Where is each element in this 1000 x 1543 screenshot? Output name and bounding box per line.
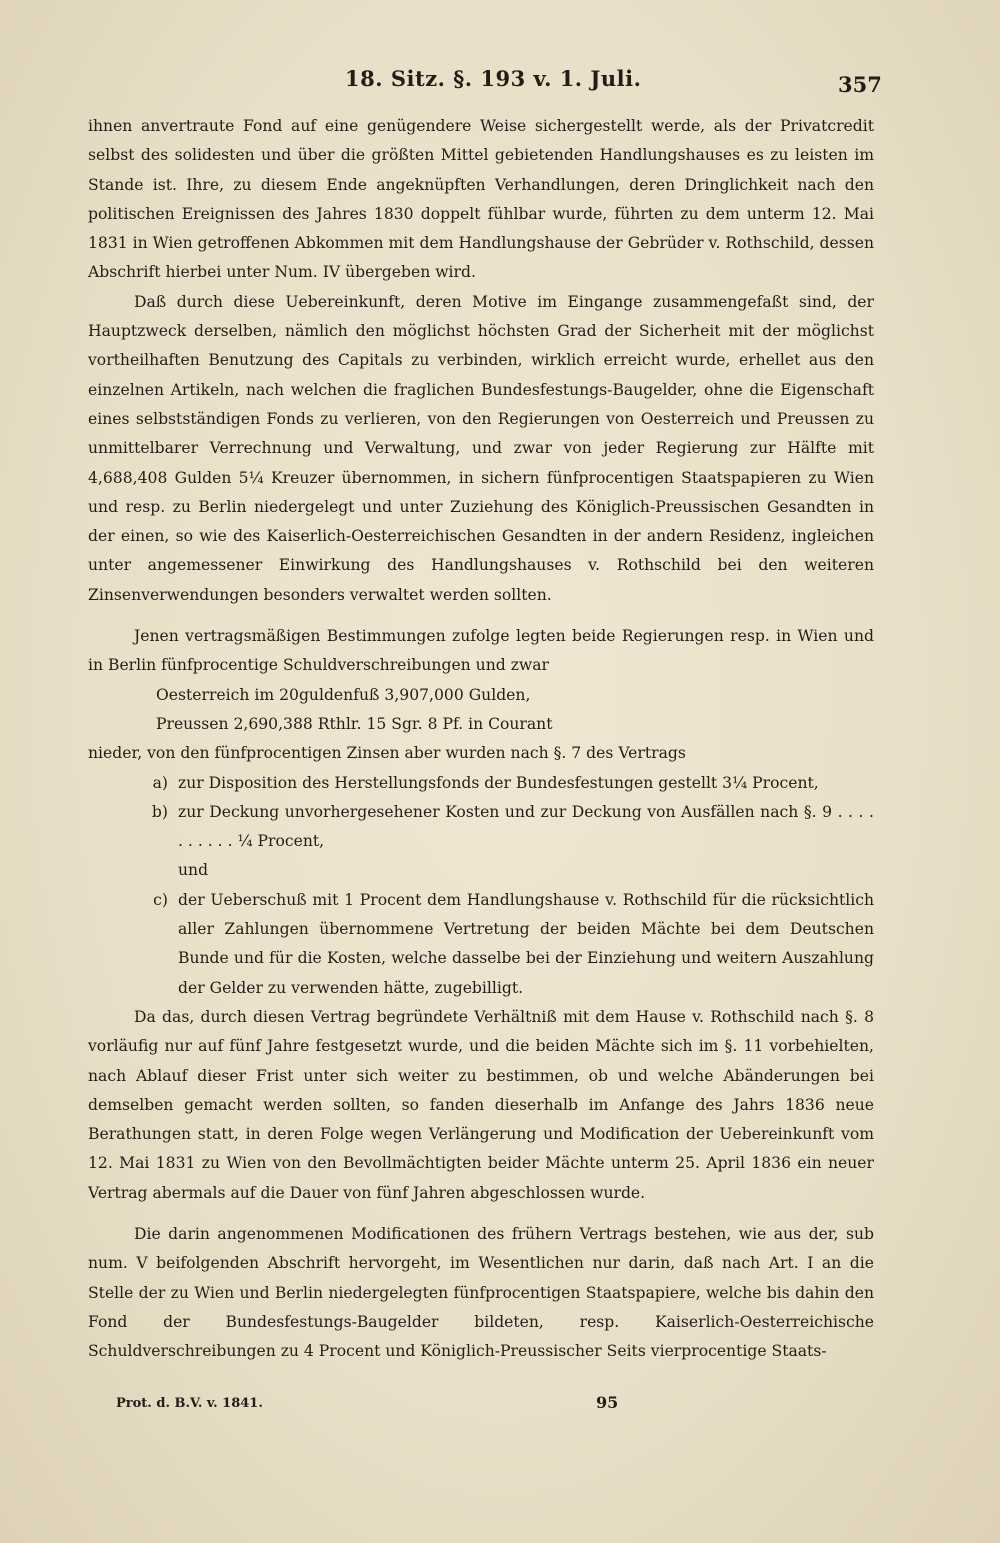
paragraph-5: Da das, durch diesen Vertrag begründete Verhältniß mit dem Hause v. Rothschild nach §. 8 vorläufig nur auf fünf Jahre festgesetzt wurde, und die beiden Mächte sich im §. 11 vorbehielten, nach Ablauf dieser Frist unter sich weiter zu bestimmen, ob und welche Abänderungen bei demselben gemacht werden sollten, so fanden dieserhalb im Anfange des Jahrs 1836 neue Berathungen statt, in deren Folge wegen Verlängerung und Modification der Uebereinkunft vom 12. Mai 1831 zu Wien von den Bevollmächtigten beider Mächte unterm 25. April 1836 ein neuer Vertrag abermals auf die Dauer von fünf Jahren abgeschlossen wurde. xyxy=(88,1007,874,1202)
paragraph-3: Jenen vertragsmäßigen Bestimmungen zufolge legten beide Regierungen resp. in Wien und in Berlin fünfprocentige Schuldverschreibungen und zwar xyxy=(88,627,874,675)
page-header xyxy=(0,66,1000,102)
list-item-a xyxy=(88,769,874,798)
paragraph-4: nieder, von den fünfprocentigen Zinsen aber wurden nach §. 7 des Vertrags xyxy=(88,744,686,763)
list-item-c xyxy=(88,886,874,1003)
list-marker: a) xyxy=(152,773,168,792)
list-text: zur Disposition des Herstellungsfonds der Bundesfestungen gestellt 3¼ Procent, xyxy=(178,773,819,792)
sheet-number: 95 xyxy=(596,1393,619,1412)
page-number: 357 xyxy=(838,72,882,97)
page-footer xyxy=(0,1393,1000,1423)
paragraph-2: Daß durch diese Uebereinkunft, deren Motive im Eingange zusammengefaßt sind, der Hauptzweck derselben, nämlich den möglichst höchsten Grad der Sicherheit mit der möglichst vortheilhaften Benutzung des Capitals zu verbinden, wirklich erreicht wurde, erhellet aus den einzelnen Artikeln, nach welchen die fraglichen Bundesfestungs-Baugelder, ohne die Eigenschaft eines selbstständigen Fonds zu verlieren, von den Regierungen von Oesterreich und Preussen zu unmittelbarer Verrechnung und Verwaltung, und zwar von jeder Regierung zur Hälfte mit 4,688,408 Gulden 5¼ Kreuzer übernommen, in sichern fünfprocentigen Staatspapieren zu Wien und resp. zu Berlin niedergelegt und unter Zuziehung des Königlich-Preussischen Gesandten in der einen, so wie des Kaiserlich-Oesterreichischen Gesandten in der andern Residenz, ingleichen unter angemessener Einwirkung des Handlungshauses v. Rothschild bei den weiteren Zinsenverwendungen besonders verwaltet werden sollten. xyxy=(88,292,874,604)
amount-preussen: Preussen 2,690,388 Rthlr. 15 Sgr. 8 Pf. in Courant xyxy=(156,714,553,733)
amount-oesterreich: Oesterreich im 20guldenfuß 3,907,000 Gulden, xyxy=(156,685,531,704)
list-marker xyxy=(88,856,178,885)
list-marker: c) xyxy=(153,890,168,909)
paragraph-6: Die darin angenommenen Modificationen des frühern Vertrags bestehen, wie aus der, sub num. V beifolgenden Abschrift hervorgeht, im Wesentlichen nur darin, daß nach Art. I an die Stelle der zu Wien und Berlin niedergelegten fünfprocentigen Staatspapiere, welche bis dahin den Fond der Bundesfestungs-Baugelder bildeten, resp. Kaiserlich-Oesterreichische Schuldverschreibungen zu 4 Procent und Königlich-Preussischer Seits vierprocentige Staats- xyxy=(88,1224,874,1361)
body-text xyxy=(88,112,874,1366)
list-text: der Ueberschuß mit 1 Procent dem Handlungshause v. Rothschild für die rücksichtlich aller Zahlungen übernommene Vertretung der beiden Mächte bei dem Deutschen Bunde und für die Kosten, welche dasselbe bei der Einziehung und weitern Auszahlung der Gelder zu verwenden hätte, zugebilligt. xyxy=(178,890,874,997)
list-connector xyxy=(88,856,874,885)
list-marker: b) xyxy=(151,802,168,821)
list-item-b xyxy=(88,798,874,857)
list-text: zur Deckung unvorhergesehener Kosten und zur Deckung von Ausfällen nach §. 9 . . . . . . . . . . ¼ Procent, xyxy=(178,802,874,851)
paragraph-1: ihnen anvertraute Fond auf eine genügendere Weise sichergestellt werde, als der Privatcredit selbst des solidesten und über die größten Mittel gebietenden Handlungshauses es zu leisten im Stande ist. Ihre, zu diesem Ende angeknüpften Verhandlungen, deren Dringlichkeit nach den politischen Ereignissen des Jahres 1830 doppelt fühlbar wurde, führten zu dem unterm 12. Mai 1831 in Wien getroffenen Abkommen mit dem Handlungshause der Gebrüder v. Rothschild, dessen Abschrift hierbei unter Num. IV übergeben wird. xyxy=(88,117,874,282)
signature-mark: Prot. d. B.V. v. 1841. xyxy=(116,1396,263,1411)
running-head: 18. Sitz. §. 193 v. 1. Juli. xyxy=(345,66,642,91)
list-text: und xyxy=(178,861,209,880)
